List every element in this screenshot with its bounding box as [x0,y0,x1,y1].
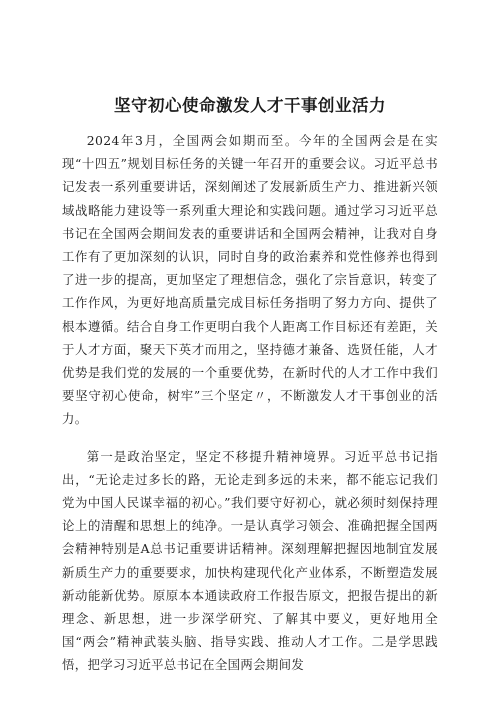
document-title: 坚守初心使命激发人才干事创业活力 [114,96,386,115]
paragraph-intro: 2024年3月，全国两会如期而至。今年的全国两会是在实现“十四五”规划目标任务的关键一年召开的重要会议。习近平总书记发表一系列重要讲话，深刻阐述了发展新质生产力、推进新兴领域战略能力建设等一系列重大理论和实践问题。通过学习习近平总书记在全国两会期间发表的重要讲话和全国两会精神，让我对自身工作有了更加深刻的认识，同时自身的政治素养和党性修养也得到了进一步的提高，更加坚定了理想信念，强化了宗旨意识，转变了工作作风，为更好地高质量完成目标任务指明了努力方向、提供了根本遵循。结合自身工作更明白我个人距离工作目标还有差距，关于人才方面，聚天下英才而用之，坚持德才兼备、选贤任能，人才优势是我们党的发展的一个重要优势，在新时代的人才工作中我们要坚守初心使命，树牢”三个坚定〃，不断激发人才干事创业的活力。 [62,133,438,427]
paragraph-political-firmness: 第一是政治坚定，坚定不移提升精神境界。习近平总书记指出，“无论走过多长的路，无论走到多远的未来，都不能忘记我们党为中国人民谋幸福的初心。”我们要守好初心，就必须时刻保持理论上的清醒和思想上的纯净。一是认真学习领会、准确把握全国两会精神特别是A总书记重要讲话精神。深刻理解把握因地制宜发展新质生产力的重要要求，加快构建现代化产业体系，不断塑造发展新动能新优势。原原本本通读政府工作报告原文，把报告提出的新理念、新思想，进一步深学研究、了解其中要义，更好地用全国“两会”精神武装头脑、指导实践、推动人才工作。二是学思践悟，把学习习近平总书记在全国两会期间发 [62,448,438,673]
